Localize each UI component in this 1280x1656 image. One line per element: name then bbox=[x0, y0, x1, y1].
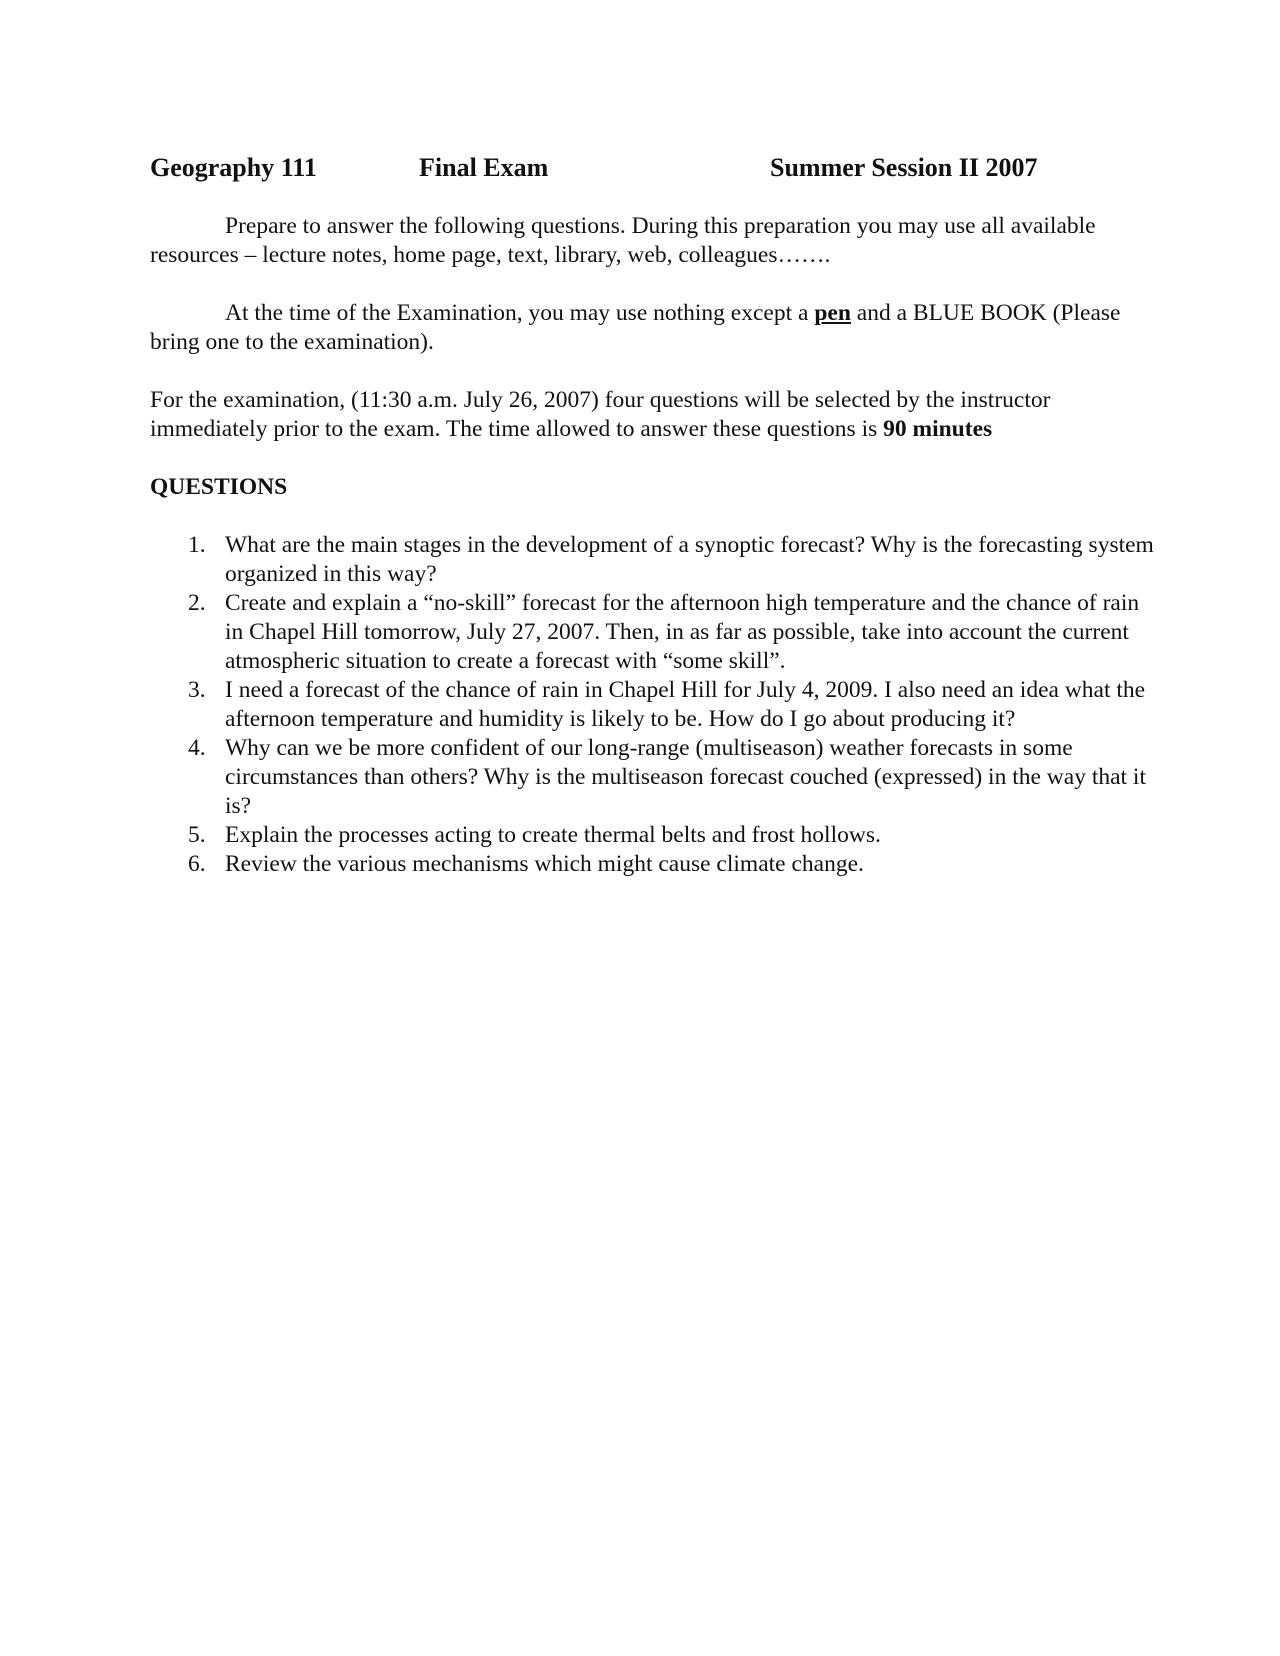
question-number: 2. bbox=[188, 590, 206, 616]
question-number: 4. bbox=[188, 735, 206, 761]
questions-list bbox=[150, 531, 1160, 879]
question-text: Why can we be more confident of our long-range (multiseason) weather forecasts in some circumstances than others? Why is the multiseason forecast couched (expressed) in the way that it is? bbox=[225, 735, 1146, 819]
question-text: Review the various mechanisms which might cause climate change. bbox=[225, 851, 864, 877]
exam-materials-paragraph bbox=[150, 299, 1160, 357]
course-title: Geography 111 bbox=[150, 153, 317, 182]
timing-text: For the examination, (11:30 a.m. July 26, 2007) four questions will be selected by the instructor immediately prior to the exam. The time allowed to answer these questions is bbox=[150, 387, 1051, 442]
question-item bbox=[188, 676, 1160, 734]
question-text: Explain the processes acting to create thermal belts and frost hollows. bbox=[225, 822, 881, 848]
question-item bbox=[188, 589, 1160, 676]
exam-title: Final Exam bbox=[419, 153, 549, 182]
preparation-paragraph: Prepare to answer the following questions. During this preparation you may use all available resources – lecture notes, home page, text, library, web, colleagues……. bbox=[150, 213, 1096, 268]
materials-text-start: At the time of the Examination, you may use nothing except a bbox=[225, 300, 815, 326]
exam-timing-paragraph bbox=[150, 386, 1160, 444]
question-text: Create and explain a “no-skill” forecast for the afternoon high temperature and the chance of rain in Chapel Hill tomorrow, July 27, 2007. Then, in as far as possible, take into account the current atmospheric situation to create a forecast with “some skill”. bbox=[225, 590, 1140, 674]
time-allowed-emphasis: 90 minutes bbox=[883, 416, 993, 442]
document-header bbox=[150, 140, 1160, 180]
session-title: Summer Session II 2007 bbox=[770, 153, 1038, 182]
materials-text-end: and a BLUE BOOK (Please bring one to the examination). bbox=[150, 300, 1121, 355]
questions-heading: QUESTIONS bbox=[150, 474, 288, 500]
exam-document bbox=[150, 140, 1160, 879]
question-item bbox=[188, 850, 1160, 879]
question-number: 6. bbox=[188, 851, 206, 877]
question-number: 5. bbox=[188, 822, 206, 848]
question-item bbox=[188, 734, 1160, 821]
question-item bbox=[188, 821, 1160, 850]
question-text: What are the main stages in the development of a synoptic forecast? Why is the forecasting system organized in this way? bbox=[225, 532, 1154, 587]
question-text: I need a forecast of the chance of rain in Chapel Hill for July 4, 2009. I also need an idea what the afternoon temperature and humidity is likely to be. How do I go about producing it? bbox=[225, 677, 1146, 732]
pen-emphasis: pen bbox=[814, 300, 851, 326]
question-number: 3. bbox=[188, 677, 206, 703]
question-number: 1. bbox=[188, 532, 206, 558]
question-item bbox=[188, 531, 1160, 589]
